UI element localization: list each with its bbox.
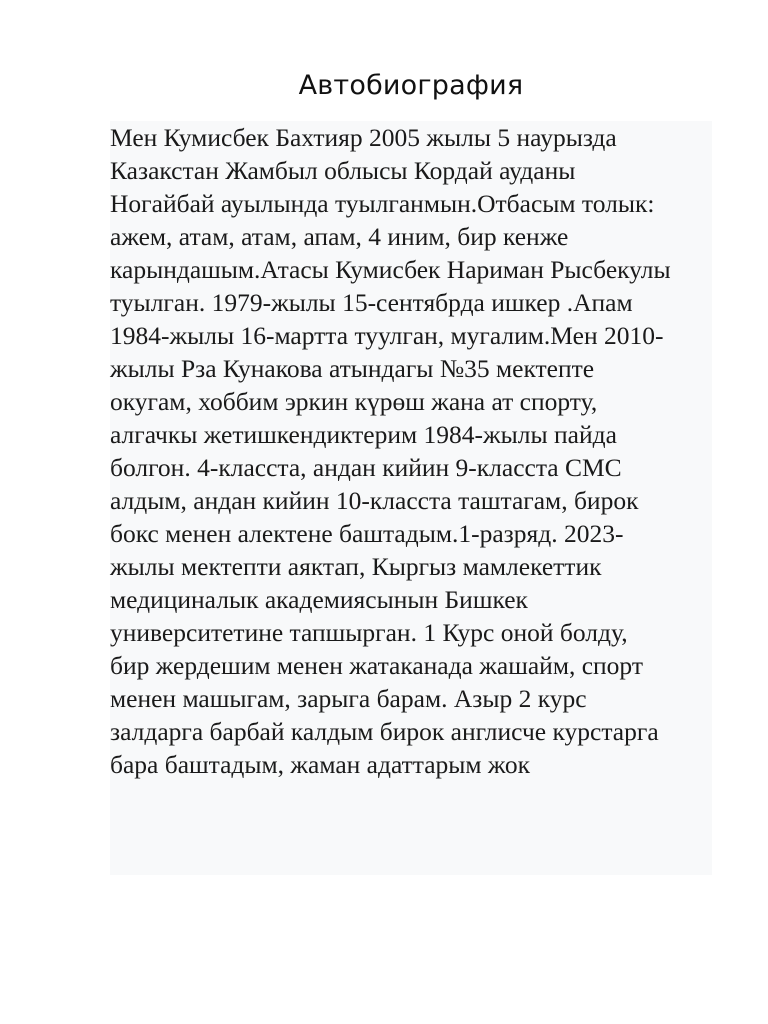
text-line: алдым, андан кийин 10-класста таштагам, бирок	[110, 486, 639, 515]
text-line: Казакстан Жамбыл облысы Кордай ауданы	[110, 156, 576, 185]
text-line: университетине тапшырган. 1 Курс оной болду,	[110, 618, 628, 647]
text-line: медициналык академиясынын Бишкек	[110, 585, 528, 614]
text-line: карындашым.Атасы Кумисбек Нариман Рысбекулы	[110, 255, 671, 284]
document-title: Автобиография	[298, 70, 524, 101]
text-line: ажем, атам, атам, апам, 4 иним, бир кенже	[110, 222, 569, 251]
text-line: менен машыгам, зарыга барам. Азыр 2 курс	[110, 684, 587, 713]
text-line: бир жердешим менен жатаканада жашайм, спорт	[110, 651, 643, 680]
text-line: Мен Кумисбек Бахтияр 2005 жылы 5 наурызда	[110, 123, 617, 152]
text-line: залдарга барбай калдым бирок англисче курстарга	[110, 717, 659, 746]
text-block	[110, 121, 712, 875]
text-line: жылы Рза Кунакова атындагы №35 мектепте	[110, 354, 595, 383]
text-line: бокс менен алектене баштадым.1-разряд. 2023-	[110, 519, 624, 548]
text-line: бара баштадым, жаман адаттарым жок	[110, 750, 531, 779]
text-line: туылган. 1979-жылы 15-сентябрда ишкер .Апам	[110, 288, 633, 317]
text-line: 1984-жылы 16-мартта туулган, мугалим.Мен 2010-	[110, 321, 664, 350]
text-line: окугам, хоббим эркин күрөш жана ат спорту,	[110, 387, 598, 416]
text-line: алгачкы жетишкендиктерим 1984-жылы пайда	[110, 420, 617, 449]
text-line: Ногайбай ауылында туылганмын.Отбасым толык:	[110, 189, 655, 218]
text-line: жылы мектепти аяктап, Кыргыз мамлекеттик	[110, 552, 602, 581]
text-line: болгон. 4-класста, андан кийин 9-класста СМС	[110, 453, 622, 482]
body-paragraph	[110, 121, 712, 781]
